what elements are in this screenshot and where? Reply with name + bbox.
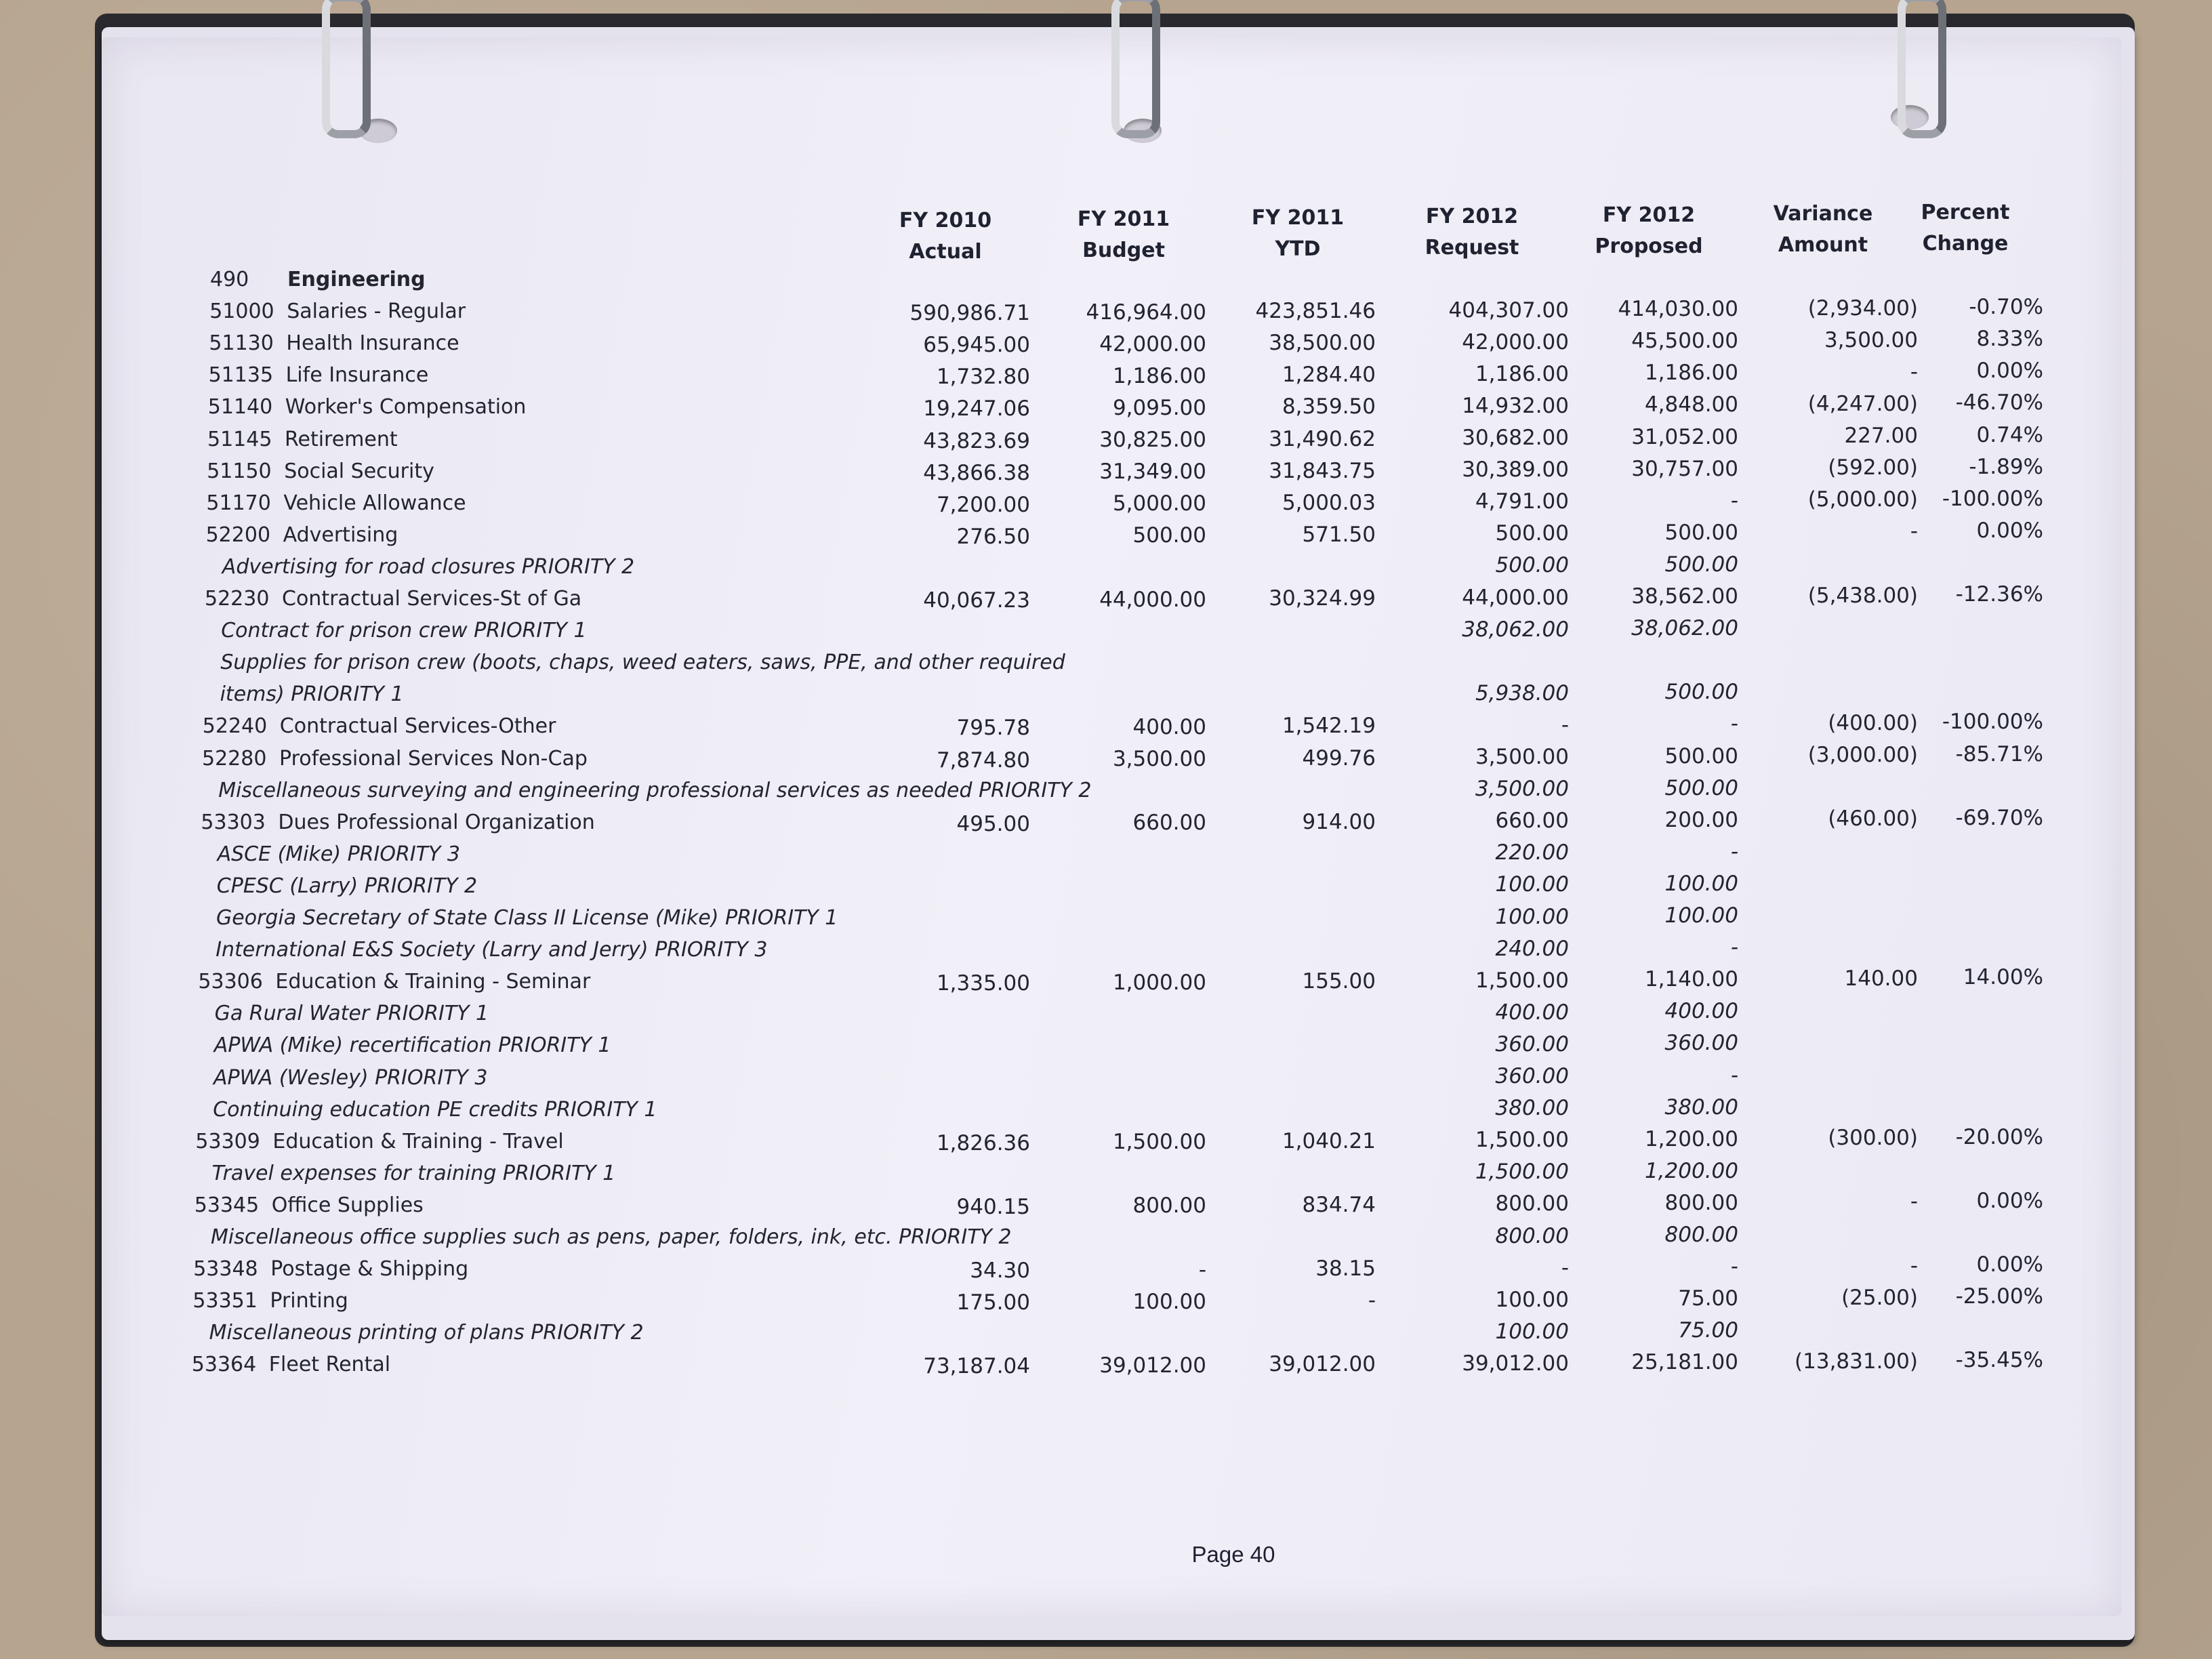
amount-cell: -: [1198, 1257, 1206, 1282]
amount-cell: 5,000.03: [1282, 490, 1376, 515]
account-code: 51170: [206, 491, 271, 515]
account-description: Continuing education PE credits PRIORITY 1: [213, 1097, 657, 1122]
account-code: 51150: [207, 459, 272, 483]
amount-cell: -: [1561, 1255, 1569, 1280]
account-code: 51000: [209, 300, 274, 324]
account-code: 52230: [205, 587, 270, 611]
amount-cell: 1,200.00: [1644, 1126, 1738, 1151]
amount-cell: 1,335.00: [936, 971, 1030, 996]
amount-cell: 1,500.00: [1475, 1128, 1569, 1153]
account-description: Printing: [270, 1289, 348, 1313]
amount-cell: 380.00: [1495, 1096, 1569, 1121]
amount-cell: 940.15: [956, 1194, 1030, 1219]
amount-cell: 660.00: [1495, 808, 1569, 834]
amount-cell: (592.00): [1828, 455, 1918, 480]
amount-cell: 44,000.00: [1099, 587, 1206, 612]
account-description: Travel expenses for training PRIORITY 1: [211, 1161, 616, 1185]
amount-cell: 43,823.69: [923, 428, 1030, 453]
amount-cell: 500.00: [1495, 553, 1569, 578]
amount-cell: 5,938.00: [1475, 680, 1569, 705]
amount-cell: 1,500.00: [1112, 1130, 1206, 1155]
amount-cell: 7,874.80: [936, 747, 1030, 773]
amount-cell: 25,181.00: [1631, 1350, 1738, 1375]
amount-cell: 0.00%: [1976, 359, 2043, 384]
amount-cell: -35.45%: [1955, 1348, 2043, 1373]
column-header-line1: FY 2011: [1077, 207, 1170, 231]
amount-cell: 5,000.00: [1112, 491, 1206, 516]
account-description: Advertising: [283, 523, 398, 547]
amount-cell: -100.00%: [1942, 710, 2043, 735]
amount-cell: 380.00: [1664, 1094, 1738, 1120]
amount-cell: 31,349.00: [1099, 459, 1206, 485]
account-description: Postage & Shipping: [270, 1257, 469, 1282]
amount-cell: 1,186.00: [1644, 361, 1738, 386]
amount-cell: 1,140.00: [1644, 967, 1738, 992]
amount-cell: 19,247.06: [923, 396, 1030, 422]
amount-cell: 423,851.46: [1255, 299, 1376, 324]
amount-cell: 100.00: [1664, 903, 1738, 928]
amount-cell: 500.00: [1132, 523, 1206, 548]
amount-cell: 240.00: [1495, 936, 1569, 961]
amount-cell: 400.00: [1664, 999, 1738, 1024]
amount-cell: -: [1730, 712, 1738, 737]
account-code: 53306: [198, 970, 263, 994]
amount-cell: 800.00: [1664, 1190, 1738, 1215]
amount-cell: 800.00: [1664, 1223, 1738, 1247]
account-description: Contractual Services-Other: [279, 714, 556, 739]
column-header-line2: Change: [1922, 232, 2009, 255]
amount-cell: -: [1368, 1288, 1376, 1313]
amount-cell: -: [1910, 1189, 1918, 1214]
amount-cell: 3,500.00: [1112, 747, 1206, 771]
amount-cell: 0.00%: [1976, 1188, 2043, 1213]
amount-cell: 100.00: [1495, 872, 1569, 897]
amount-cell: 500.00: [1664, 552, 1738, 577]
amount-cell: 31,052.00: [1631, 424, 1738, 449]
column-header-line1: FY 2011: [1251, 206, 1345, 230]
amount-cell: 8,359.50: [1282, 394, 1376, 419]
amount-cell: -: [1910, 359, 1918, 384]
amount-cell: 400.00: [1132, 714, 1206, 739]
amount-cell: 500.00: [1664, 520, 1738, 545]
account-description: Miscellaneous surveying and engineering professional services as needed PRIORITY 2: [218, 778, 1092, 802]
amount-cell: 500.00: [1664, 775, 1738, 800]
amount-cell: -85.71%: [1955, 741, 2043, 766]
amount-cell: 416,964.00: [1086, 300, 1206, 325]
amount-cell: 100.00: [1495, 1287, 1569, 1312]
amount-cell: 39,012.00: [1269, 1352, 1376, 1377]
account-description: Worker's Compensation: [285, 395, 527, 419]
amount-cell: -: [1730, 839, 1738, 864]
amount-cell: 39,012.00: [1462, 1351, 1569, 1376]
amount-cell: -1.89%: [1969, 454, 2043, 479]
amount-cell: 1,186.00: [1475, 361, 1569, 386]
account-description: Ga Rural Water PRIORITY 1: [214, 1002, 489, 1026]
binder-ring: [1898, 0, 1946, 138]
account-code: 53348: [193, 1257, 258, 1282]
amount-cell: 30,682.00: [1462, 426, 1569, 450]
amount-cell: 43,866.38: [923, 460, 1030, 485]
amount-cell: 75.00: [1678, 1318, 1738, 1343]
page-number: Page 40: [1191, 1542, 1275, 1567]
amount-cell: 500.00: [1664, 680, 1738, 705]
amount-cell: 100.00: [1495, 904, 1569, 929]
amount-cell: 360.00: [1664, 1031, 1738, 1056]
account-description: Social Security: [284, 459, 434, 483]
account-description: Health Insurance: [286, 331, 459, 356]
amount-cell: -12.36%: [1955, 582, 2043, 607]
account-description: APWA (Mike) recertification PRIORITY 1: [213, 1033, 611, 1058]
amount-cell: 1,040.21: [1282, 1128, 1376, 1153]
account-description: Engineering: [287, 268, 426, 291]
amount-cell: 8.33%: [1976, 327, 2043, 352]
budget-page: [102, 37, 2121, 1616]
column-header-line2: Amount: [1778, 233, 1868, 257]
amount-cell: 1,542.19: [1282, 714, 1376, 739]
amount-cell: 73,187.04: [923, 1354, 1030, 1379]
amount-cell: 140.00: [1844, 966, 1918, 991]
amount-cell: (3,000.00): [1807, 743, 1918, 767]
amount-cell: 795.78: [956, 716, 1030, 741]
amount-cell: 404,307.00: [1448, 298, 1569, 323]
column-header-line2: Request: [1425, 236, 1519, 260]
amount-cell: -: [1730, 488, 1738, 513]
amount-cell: (5,438.00): [1807, 583, 1918, 608]
account-description: Education & Training - Seminar: [275, 970, 591, 994]
amount-cell: 1,826.36: [936, 1130, 1030, 1155]
amount-cell: 31,843.75: [1269, 458, 1376, 483]
account-description: Advertising for road closures PRIORITY 2: [222, 554, 635, 579]
amount-cell: 65,945.00: [923, 333, 1030, 358]
amount-cell: 7,200.00: [936, 492, 1030, 517]
account-code: 53364: [191, 1353, 257, 1377]
amount-cell: (13,831.00): [1795, 1349, 1918, 1374]
amount-cell: 38,562.00: [1631, 584, 1738, 609]
account-description: Supplies for prison crew (boots, chaps, weed eaters, saws, PPE, and other required: [220, 651, 1065, 675]
account-description: Salaries - Regular: [287, 300, 466, 324]
amount-cell: (400.00): [1828, 710, 1918, 735]
column-header-line1: FY 2010: [899, 209, 992, 232]
amount-cell: 175.00: [956, 1290, 1030, 1315]
amount-cell: 360.00: [1495, 1064, 1569, 1088]
column-header-line1: FY 2012: [1425, 205, 1519, 228]
amount-cell: 360.00: [1495, 1031, 1569, 1057]
account-description: Education & Training - Travel: [272, 1129, 564, 1153]
account-code: 51145: [207, 427, 272, 451]
account-description: Retirement: [285, 427, 398, 451]
amount-cell: 227.00: [1844, 424, 1918, 448]
account-description: Miscellaneous printing of plans PRIORITY 2: [209, 1321, 644, 1345]
amount-cell: -100.00%: [1942, 486, 2043, 511]
amount-cell: 4,848.00: [1644, 392, 1738, 417]
account-code: 53309: [195, 1129, 260, 1153]
amount-cell: (300.00): [1828, 1126, 1918, 1151]
amount-cell: 38,062.00: [1631, 616, 1738, 641]
amount-cell: 500.00: [1664, 743, 1738, 769]
amount-cell: 45,500.00: [1631, 329, 1738, 354]
amount-cell: 38.15: [1315, 1256, 1376, 1282]
amount-cell: 4,791.00: [1475, 489, 1569, 514]
account-description: Contractual Services-St of Ga: [282, 587, 582, 611]
amount-cell: 914.00: [1302, 809, 1376, 834]
account-description: Miscellaneous office supplies such as pens, paper, folders, ink, etc. PRIORITY 2: [211, 1225, 1012, 1249]
amount-cell: -46.70%: [1955, 390, 2043, 415]
account-description: Georgia Secretary of State Class II License (Mike) PRIORITY 1: [216, 906, 838, 930]
amount-cell: 1,500.00: [1475, 1160, 1569, 1185]
amount-cell: 14.00%: [1963, 965, 2043, 990]
account-description: Fleet Rental: [268, 1353, 391, 1377]
amount-cell: 42,000.00: [1099, 331, 1206, 356]
amount-cell: 30,324.99: [1269, 586, 1376, 611]
amount-cell: -: [1561, 712, 1569, 737]
amount-cell: 3,500.00: [1475, 745, 1569, 769]
account-code: 53303: [201, 810, 266, 834]
amount-cell: 571.50: [1302, 522, 1376, 547]
amount-cell: 100.00: [1664, 871, 1738, 896]
amount-cell: 38,500.00: [1269, 331, 1376, 356]
amount-cell: 40,067.23: [923, 588, 1030, 613]
amount-cell: -25.00%: [1955, 1284, 2043, 1309]
amount-cell: 200.00: [1664, 807, 1738, 832]
amount-cell: (460.00): [1828, 806, 1918, 832]
account-description: Vehicle Allowance: [283, 491, 466, 515]
budget-table: [102, 37, 2121, 1616]
amount-cell: 220.00: [1495, 840, 1569, 865]
amount-cell: 30,757.00: [1631, 456, 1738, 481]
column-header-line1: Variance: [1773, 202, 1873, 226]
account-description: Professional Services Non-Cap: [279, 746, 588, 771]
amount-cell: 1,200.00: [1644, 1158, 1738, 1183]
amount-cell: 500.00: [1495, 521, 1569, 546]
account-description: APWA (Wesley) PRIORITY 3: [213, 1065, 488, 1090]
amount-cell: -: [1910, 519, 1918, 544]
account-description: Life Insurance: [285, 363, 429, 388]
account-description: ASCE (Mike) PRIORITY 3: [217, 842, 460, 866]
account-code: 51135: [208, 363, 274, 388]
amount-cell: 1,732.80: [936, 365, 1030, 390]
column-header-line1: Percent: [1921, 201, 2010, 224]
amount-cell: -0.70%: [1969, 295, 2043, 320]
amount-cell: 30,825.00: [1099, 428, 1206, 452]
column-header-line2: Budget: [1082, 239, 1165, 262]
account-code: 52240: [202, 714, 268, 739]
amount-cell: -: [1730, 1254, 1738, 1279]
amount-cell: 495.00: [956, 811, 1030, 836]
binder-ring: [322, 0, 371, 138]
account-description: Dues Professional Organization: [278, 810, 595, 834]
account-code: 53351: [192, 1289, 258, 1313]
amount-cell: 834.74: [1302, 1192, 1376, 1217]
amount-cell: (5,000.00): [1807, 487, 1918, 512]
amount-cell: 38,062.00: [1462, 617, 1569, 642]
account-description: Contract for prison crew PRIORITY 1: [221, 619, 587, 643]
amount-cell: 14,932.00: [1462, 393, 1569, 418]
column-header-line1: FY 2012: [1602, 203, 1696, 227]
account-code: 52200: [205, 523, 271, 547]
amount-cell: 155.00: [1302, 969, 1376, 994]
amount-cell: -: [1910, 1253, 1918, 1278]
column-header-line2: YTD: [1275, 237, 1321, 261]
amount-cell: 39,012.00: [1099, 1353, 1206, 1378]
amount-cell: 3,500.00: [1824, 327, 1918, 352]
amount-cell: -20.00%: [1955, 1124, 2043, 1149]
amount-cell: -: [1730, 1063, 1738, 1088]
amount-cell: 0.00%: [1976, 1252, 2043, 1277]
account-description: items) PRIORITY 1: [220, 682, 404, 707]
amount-cell: (25.00): [1841, 1285, 1918, 1310]
amount-cell: 3,500.00: [1475, 777, 1569, 802]
amount-cell: 1,000.00: [1112, 970, 1206, 995]
amount-cell: 30,389.00: [1462, 457, 1569, 483]
amount-cell: 9,095.00: [1112, 395, 1206, 420]
account-code: 51130: [209, 331, 274, 356]
amount-cell: 42,000.00: [1462, 329, 1569, 354]
account-description: International E&S Society (Larry and Jerry) PRIORITY 3: [216, 938, 768, 962]
amount-cell: 800.00: [1495, 1191, 1569, 1216]
amount-cell: 1,186.00: [1112, 363, 1206, 388]
amount-cell: 590,986.71: [909, 301, 1030, 326]
amount-cell: 499.76: [1302, 745, 1376, 771]
account-code: 52280: [202, 746, 267, 771]
amount-cell: 100.00: [1495, 1319, 1569, 1344]
account-code: 53345: [194, 1193, 260, 1217]
account-description: Office Supplies: [271, 1193, 424, 1217]
amount-cell: -69.70%: [1955, 805, 2043, 830]
amount-cell: 660.00: [1132, 811, 1206, 836]
amount-cell: 44,000.00: [1462, 585, 1569, 610]
amount-cell: -: [1730, 935, 1738, 960]
account-code: 51140: [207, 395, 273, 419]
amount-cell: 400.00: [1495, 1000, 1569, 1025]
amount-cell: 100.00: [1132, 1289, 1206, 1314]
amount-cell: 414,030.00: [1618, 297, 1738, 322]
amount-cell: 1,284.40: [1282, 363, 1376, 388]
account-description: CPESC (Larry) PRIORITY 2: [216, 874, 478, 898]
amount-cell: 31,490.62: [1269, 426, 1376, 451]
column-header-line2: Actual: [909, 240, 982, 264]
amount-cell: (2,934.00): [1807, 295, 1918, 321]
amount-cell: 75.00: [1678, 1286, 1738, 1311]
amount-cell: 800.00: [1495, 1223, 1569, 1248]
amount-cell: 34.30: [970, 1258, 1030, 1284]
amount-cell: (4,247.00): [1807, 391, 1918, 416]
amount-cell: 0.00%: [1976, 518, 2043, 543]
amount-cell: 276.50: [956, 524, 1030, 549]
account-code: 490: [210, 268, 249, 291]
amount-cell: 0.74%: [1976, 422, 2043, 447]
amount-cell: 800.00: [1132, 1193, 1206, 1218]
amount-cell: 1,500.00: [1475, 968, 1569, 993]
binder-ring: [1111, 0, 1160, 138]
column-header-line2: Proposed: [1595, 234, 1703, 258]
